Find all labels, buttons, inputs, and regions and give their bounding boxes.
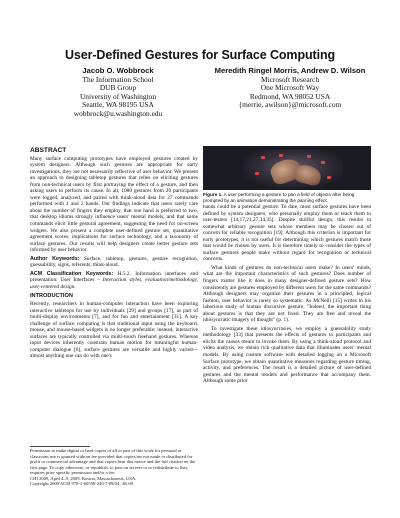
permission-text: Permission to make digital or hard copies of all or part of this work for personal or classroom use is granted without fee provided that copies are not made or distributed for profit or commercial advantage and that copies bear this notice and the full citation on the first page. To copy otherwise, or republish, to post on servers or to redistribute to lists, requires prior specific permission and/or a fee. — [30, 448, 196, 475]
body-paragraph: To investigate these idiosyncrasies, we employ a guessability study methodology [33] that presents the effects of gestures to participants and elicits the causes meant to invoke them. By using a think-aloud protocol and video analysis, we obtain rich qualitative data that illuminates users' mental models. By using custom software with detailed logging on a Microsoft Surface prototype, we obtain quantitative measures regarding gesture timing, activity, and preferences. The result is a detailed picture of user-defined gestures and the mental models and performance that accompany them. Although some prior — [203, 325, 371, 385]
keywords-text: Surface, tabletop, gestures, gesture recognition, guessability, signs, referents, think-aloud. — [30, 255, 198, 269]
author-affiliation: DUB Group — [99, 83, 137, 93]
figure-caption — [203, 192, 371, 203]
paper-title: User-Defined Gestures for Surface Computing — [64, 48, 336, 62]
figure-1-photo — [203, 146, 371, 190]
author-affiliation: Microsoft Research — [260, 74, 320, 84]
object-marker — [279, 154, 283, 157]
right-column — [203, 204, 371, 387]
author-block-2 — [205, 67, 375, 110]
author-name: Meredith Ringel Morris, Andrew D. Wilson — [214, 66, 366, 75]
conference-line: CHI 2009, April 4–9, 2009, Boston, Massachusetts, USA. — [30, 475, 137, 481]
introduction-text: Recently, researchers in human-computer interaction have been exploring interactive tabletops for use by individuals [29] and groups [17], as part of multi-display environments [7], and for fun and entertainment [31]. A key challenge of surface computing is that traditional input using the keyboard, mouse, and mouse-based widgets is no longer preferable; instead, interactive surfaces are typically controlled via multi-touch freehand gestures. Whereas input devices inherently constrain human motion for meaningful human-computer dialogue [6], surface gestures are versatile and highly varied—almost anything one can do with one's — [30, 301, 198, 360]
author-affiliation: The Information School — [82, 74, 154, 84]
author-email: wobbrock@u.washington.edu — [73, 108, 163, 118]
permission-footnote — [30, 448, 198, 487]
acm-text: H.5.2. Information interfaces and presentation: User Interfaces – — [30, 270, 198, 284]
author-email: {merrie, awilson}@microsoft.com — [238, 100, 342, 110]
abstract-text: Many surface computing prototypes have employed gestures created by system designers. Although such gestures are appropriate for early investigations, they are not necessarily reflective of user behavior. We present an approach to designing tabletop gestures that relies on eliciting gestures from non-technical users by first portraying the effect of a gesture, and then asking users to perform its cause. In all, 1080 gestures from 20 participants were logged, analyzed, and paired with think-aloud data for 27 commands performed with 1 and 2 hands. Our findings indicate that users rarely care about the number of fingers they employ, that one hand is preferred to two, that desktop idioms strongly influence users' mental models, and that some commands elicit little gestural agreement, suggesting the need for on-screen widgets. We also present a complete user-defined gesture set, quantitative agreement scores, implications for surface technology, and a taxonomy of surface gestures. Our results will help designers create better gesture sets informed by user behavior. — [30, 155, 198, 254]
figure-caption-text: A user performing a gesture to pan a field of objects after being prompted by an animation demonstrating the panning effect. — [203, 192, 355, 203]
author-keywords — [30, 256, 198, 269]
left-column — [30, 148, 198, 362]
acm-label: ACM Classification Keywords: — [30, 270, 114, 277]
keywords-label: Author Keywords: — [30, 255, 80, 262]
acm-classification — [30, 271, 198, 291]
footnote-divider — [30, 446, 90, 447]
object-marker — [255, 172, 259, 175]
author-address: Redmond, WA 98052 USA — [249, 91, 331, 101]
object-marker — [321, 161, 325, 164]
figure-label: Figure 1. — [203, 192, 223, 197]
introduction-heading: INTRODUCTION — [30, 293, 73, 300]
copyright-line: Copyright 2009 ACM 978-1-60558-246-7/09/04...$5.00 — [30, 481, 133, 486]
body-paragraph: hands could be a potential gesture. To date, most surface gestures have been defined by system designers, who personally employ them or teach them to user-testers [14,17,21,27,34,35]. Despite skillful design, this results in somewhat arbitrary gesture sets whose members may be chosen out of concern for reliable recognition [19]. Although this criterion is important for early prototypes, it is not useful for determining which gestures match those that would be chosen by users. It is therefore timely to consider the types of surface gestures people make without regard for recognition or technical concerns. — [203, 204, 371, 263]
object-marker — [261, 156, 265, 159]
body-paragraph: What kinds of gestures do non-technical users make? In users' minds, what are the important characteristics of such gestures? Does number of fingers matter like it does in many designer-defined gesture sets? How consistently are gestures employed by different users for the same commands? Although designers may organize their gestures in a principled, logical fashion, user behavior is rarely so systematic. As McNeill [15] writes in his laborious study of human discursive gesture, "Indeed, the important thing about gestures is that they are not fixed. They are free and reveal the idiosyncratic imagery of thought" (p. 1). — [203, 264, 371, 324]
author-affiliation: University of Washington — [79, 91, 157, 101]
author-name: Jacob O. Wobbrock — [82, 66, 154, 75]
author-address: Seattle, WA 98195 USA — [82, 100, 154, 110]
object-marker — [307, 155, 311, 158]
acm-italic-text: Interaction styles, evaluation/methodology, user-centered design. — [30, 277, 198, 290]
author-block-1 — [38, 67, 198, 119]
object-marker — [327, 176, 331, 179]
abstract-heading: ABSTRACT — [30, 147, 67, 154]
author-address: One Microsoft Way — [260, 83, 320, 93]
